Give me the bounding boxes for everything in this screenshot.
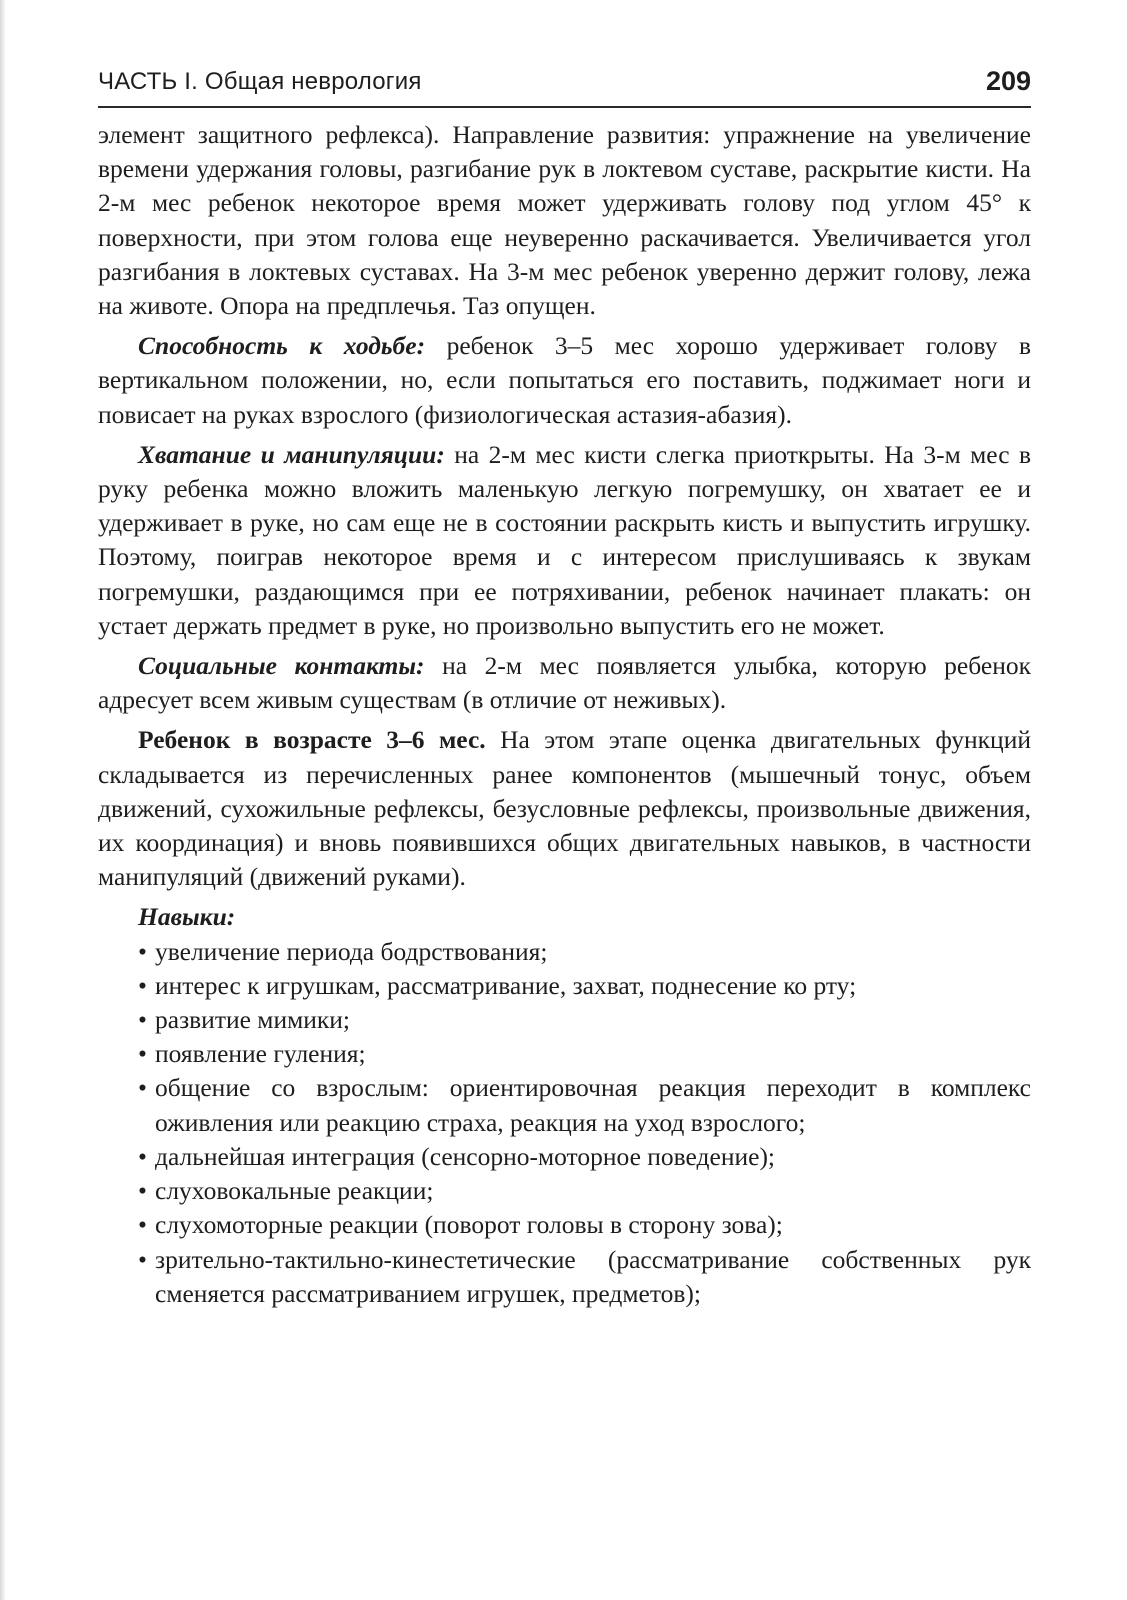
page-number: 209 bbox=[985, 66, 1031, 96]
bullet-icon: • bbox=[138, 1176, 147, 1206]
body-text bbox=[98, 118, 1031, 1311]
paragraph-lead: Хватание и манипуляции: bbox=[138, 439, 445, 469]
paragraph-continuation: элемент защитного рефлекса). Направление развития: упражнение на увеличение времени удержания головы, разгибание рук в локтевом суставе, раскрытие кисти. На 2-м мес ребенок некоторое время может удерживать голову под углом 45° к поверхности, при этом голова еще неуверенно раскачивается. Увеличивается угол разгибания в локтевых суставах. На 3-м мес ребенок уверенно держит голову, лежа на животе. Опора на предплечья. Таз опущен. bbox=[98, 120, 1031, 321]
paragraph-age-3-6 bbox=[98, 723, 1031, 894]
skills-list bbox=[98, 935, 1031, 1311]
bullet-icon: • bbox=[138, 1244, 147, 1274]
bullet-icon: • bbox=[138, 1005, 147, 1035]
paragraph-lead: Ребенок в возрасте 3–6 мес. bbox=[138, 725, 486, 755]
paragraph-body: на 2-м мес появляется улыбка, которую ребенок адресует всем живым существам (в отличие от неживых). bbox=[98, 651, 1031, 715]
list-item: • слуховокальные реакции; bbox=[138, 1174, 1031, 1208]
paragraph-body: на 2-м мес кисти слегка приоткрыты. На 3-м мес в руку ребенка можно вложить маленькую легкую погремушку, он хватает ее и удерживает в руке, но сам еще не в состоянии раскрыть кисть и выпустить игрушку. Поэтому, поиграв некоторое время и с интересом прислушиваясь к звукам погремушки, раздающимся при ее потряхивании, ребенок начинает плакать: он устает держать предмет в руке, но произвольно выпустить его не может. bbox=[98, 439, 1031, 640]
bullet-icon: • bbox=[138, 970, 147, 1000]
paragraph-social bbox=[98, 649, 1031, 717]
chapter-title: ЧАСТЬ I. Общая неврология bbox=[98, 68, 422, 95]
bullet-icon: • bbox=[138, 936, 147, 966]
paragraph-grasping bbox=[98, 438, 1031, 643]
paragraph-lead: Способность к ходьбе: bbox=[138, 331, 426, 361]
bullet-icon: • bbox=[138, 1073, 147, 1103]
skills-heading: Навыки: bbox=[138, 902, 236, 932]
list-item: • интерес к игрушкам, рассматривание, захват, поднесение ко рту; bbox=[138, 969, 1031, 1003]
paragraph-walking bbox=[98, 329, 1031, 432]
scan-edge bbox=[0, 0, 6, 1600]
list-item: • развитие мимики; bbox=[138, 1003, 1031, 1037]
list-item: • дальнейшая интеграция (сенсорно-моторное поведение); bbox=[138, 1140, 1031, 1174]
list-item: • общение со взрослым: ориентировочная реакция переходит в комплекс оживления или реакцию страха, реакция на уход взрослого; bbox=[138, 1073, 1031, 1137]
list-item: • слухомоторные реакции (поворот головы в сторону зова); bbox=[138, 1208, 1031, 1242]
paragraph-lead: Социальные контакты: bbox=[138, 651, 425, 681]
bullet-icon: • bbox=[138, 1141, 147, 1171]
list-item: • увеличение периода бодрствования; bbox=[138, 935, 1031, 969]
list-item: • появление гуления; bbox=[138, 1037, 1031, 1071]
list-item: • зрительно-тактильно-кинестетические (рассматривание собственных рук сменяется рассматриванием игрушек, предметов); bbox=[138, 1244, 1031, 1308]
paragraph-body: ребенок 3–5 мес хорошо удерживает голову в вертикальном положении, но, если попытаться его поставить, поджимает ноги и повисает на руках взрослого (физиологическая астазия-абазия). bbox=[98, 331, 1031, 429]
paragraph-body: На этом этапе оценка двигательных функций складывается из перечисленных ранее компонентов (мышечный тонус, объем движений, сухожильные рефлексы, безусловные рефлексы, произвольные движения, их координация) и вновь появившихся общих двигательных навыков, в частности манипуляций (движений руками). bbox=[98, 725, 1032, 892]
bullet-icon: • bbox=[138, 1210, 147, 1240]
running-header bbox=[98, 66, 1031, 108]
bullet-icon: • bbox=[138, 1039, 147, 1069]
